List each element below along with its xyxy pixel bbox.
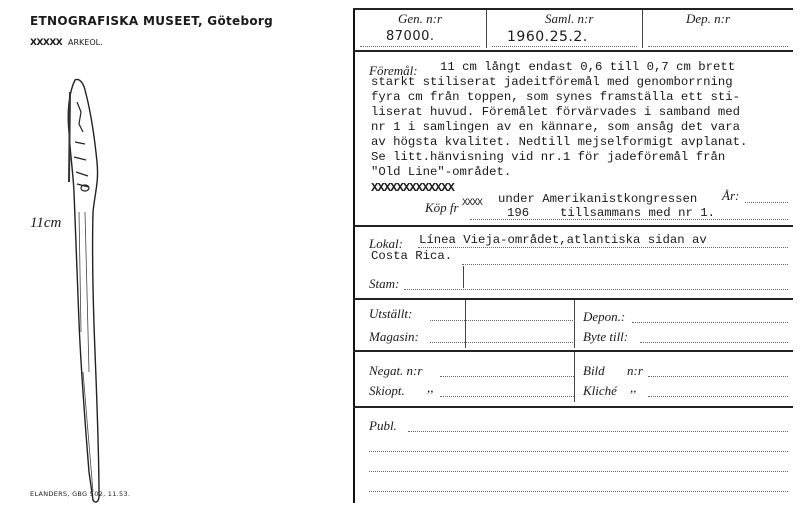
foremal-label: Föremål: [369, 63, 418, 78]
saml-value-dots [492, 46, 637, 47]
kliche-label: Kliché [583, 383, 617, 398]
utstallt-divider-2 [574, 300, 575, 348]
byte-till-label: Byte till: [583, 329, 629, 344]
foremal-bottom-rule [353, 225, 793, 227]
museum-name: ETNOGRAFISKA MUSEET, Göteborg [30, 14, 274, 28]
magasin-dots [430, 342, 575, 343]
lokal-label: Lokal: [369, 236, 403, 251]
foremal-line-3: fyra cm från toppen, som synes framställa ett sti- [371, 90, 740, 104]
kliche-value: ,, [630, 380, 637, 395]
magasin-label: Magasin: [369, 329, 419, 344]
foremal-struck-text: XXXXXXXXXXXXX [371, 181, 454, 195]
negat-label: Negat. n:r [369, 363, 423, 378]
gen-nr-label: Gen. n:r [398, 11, 443, 26]
lokal-divider [463, 266, 464, 288]
ar-label: År: [722, 188, 740, 203]
foremal-line-4: liserat huvud. Föremålet förvärvades i samband med [371, 105, 740, 119]
saml-nr-label: Saml. n:r [545, 11, 594, 26]
byte-till-dots [640, 342, 788, 343]
bild-dots [648, 376, 788, 377]
foremal-line-1: 11 cm långt endast 0,6 till 0,7 cm brett [440, 60, 736, 74]
utstallt-divider-1 [465, 300, 466, 348]
ar-dots [745, 202, 788, 203]
publ-dots-1 [408, 431, 788, 432]
card-left-border [353, 8, 355, 503]
header-bottom-rule [353, 50, 793, 52]
dep-value-dots [648, 46, 788, 47]
magasin-bottom-rule [353, 350, 793, 352]
foremal-line-7: Se litt.hänvisning vid nr.1 för jadeföremål från [371, 150, 726, 164]
kliche-dots [648, 396, 788, 397]
foremal-line-2: starkt stiliserat jadeitföremål med genomborrning [371, 75, 733, 89]
stam-dots [404, 289, 788, 290]
gen-nr-value: 87000. [386, 29, 435, 44]
bild-label: Bild [583, 363, 605, 378]
depon-label: Depon.: [583, 309, 626, 324]
kop-dots [470, 219, 788, 220]
department-label: ARKEOL. [68, 38, 103, 47]
negat-dots [440, 376, 574, 377]
kop-line-2a: 196 [507, 206, 530, 220]
header-divider-1 [486, 10, 487, 48]
negat-divider [574, 352, 575, 402]
kop-label: Köp fr [425, 200, 459, 215]
artifact-drawing [55, 72, 110, 512]
lokal-dots-2 [462, 264, 788, 265]
foremal-line-5: nr 1 i samlingen av en kännare, som ansåg det vara [371, 120, 740, 134]
bild-nr-label: n:r [627, 363, 643, 378]
publ-dots-3 [369, 471, 788, 472]
stam-label: Stam: [369, 276, 400, 291]
size-annotation: 11cm [30, 215, 62, 231]
skiopt-dots [440, 396, 574, 397]
stam-bottom-rule [353, 298, 793, 300]
kop-line-2b: tillsammans med nr 1. [560, 206, 715, 220]
kop-line-1: under Amerikanistkongressen [498, 192, 698, 206]
utstallt-label: Utställt: [369, 306, 413, 321]
lokal-line-2: Costa Rica. [371, 249, 453, 263]
dep-nr-label: Dep. n:r [686, 11, 731, 26]
foremal-line-8: "Old Line"-området. [371, 165, 512, 179]
saml-nr-value: 1960.25.2. [507, 29, 588, 45]
foremal-line-6: av högsta kvalitet. Nedtill mejselformigt avplanat. [371, 135, 748, 149]
gen-value-dots [360, 46, 480, 47]
printer-imprint: ELANDERS, GBG 502, 11.53. [30, 490, 131, 498]
skiopt-bottom-rule [353, 406, 793, 408]
skiopt-label: Skiopt. [369, 383, 405, 398]
utstallt-dots [430, 320, 575, 321]
publ-label: Publ. [369, 418, 397, 433]
publ-dots-4 [369, 491, 788, 492]
kop-struck: XXXX [462, 198, 483, 209]
publ-dots-2 [369, 451, 788, 452]
lokal-line-1: Línea Vieja-området,atlantiska sidan av [419, 233, 707, 247]
lokal-dots-1 [418, 247, 788, 248]
skiopt-value: ,, [427, 380, 434, 395]
department-struck: XXXXX [30, 38, 63, 48]
card-top-border [353, 8, 793, 10]
header-divider-2 [642, 10, 643, 48]
depon-dots [632, 322, 788, 323]
